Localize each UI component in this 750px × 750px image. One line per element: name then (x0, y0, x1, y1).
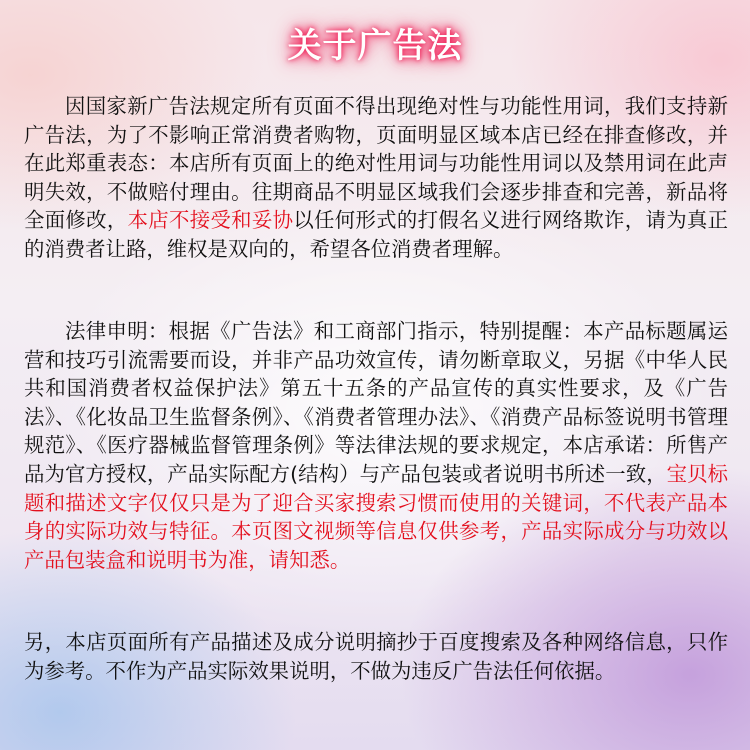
notice-text: 以任何形式的打假名义进行网络欺诈，请为真正的消费者让路，维权是双向的，希望各位消费者理解。 (24, 208, 729, 261)
legal-statement-paragraph (24, 317, 728, 574)
page-title: 关于广告法 (287, 26, 463, 66)
disclaimer-paragraph (24, 628, 728, 685)
notice-paragraph-ad-law (24, 92, 728, 264)
legal-text: 法律申明：根据《广告法》和工商部门指示，特别提醒：本产品标题属运营和技巧引流需要而设，并非产品功效宣传，请勿断章取义，另据《中华人民共和国消费者权益保护法》第五十五条的产品宣传的真实性要求，及《广告法》、《化妆品卫生监督条例》、《消费者管理办法》、《消费产品标签说明书管理规范》、《医疗器械监督管理条例》等法律法规的要求规定，本店承诺：所售产品为官方授权，产品实际配方(结构）与产品包装或者说明书所述一致， (24, 319, 728, 486)
notice-text: 因国家新广告法规定所有页面不得出现绝对性与功能性用词，我们支持新广告法，为了不影响正常消费者购物，页面明显区域本店已经在排查修改，并在此郑重表态：本店所有页面上的绝对性用词与功能性用词以及禁用词在此声明失效，不做赔付理由。往期商品不明显区域我们会逐步排查和完善，新品将全面修改， (24, 94, 728, 233)
disclaimer-text: 另，本店页面所有产品描述及成分说明摘抄于百度搜索及各种网络信息，只作为参考。不作为产品实际效果说明，不做为违反广告法任何依据。 (24, 630, 728, 683)
warning-text: 本店不接受和妥协 (127, 208, 294, 233)
legal-warning-text: 宝贝标题和描述文字仅仅只是为了迎合买家搜索习惯而使用的关键词，不代表产品本身的实际功效与特征。本页图文视频等信息仅供参考，产品实际成分与功效以产品包装盒和说明书为准，请知悉。 (24, 461, 729, 572)
